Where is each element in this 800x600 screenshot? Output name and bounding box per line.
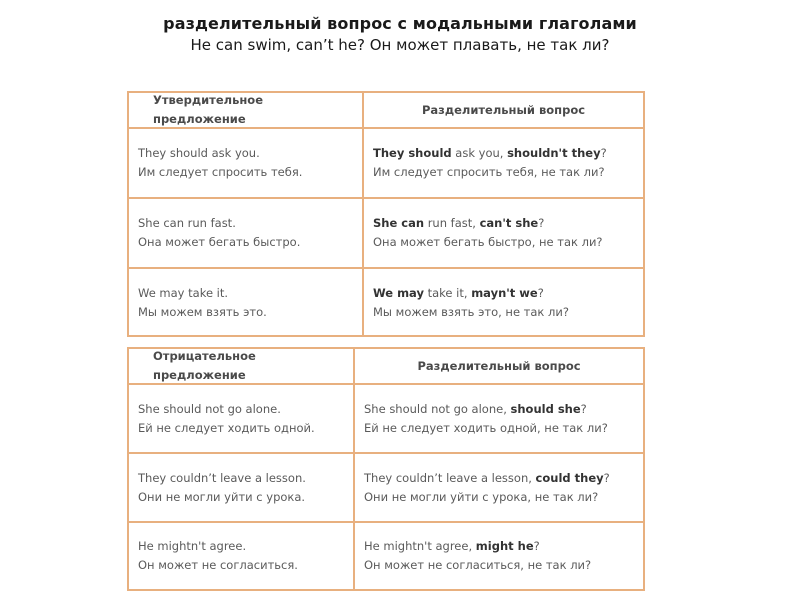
question-cell	[364, 129, 643, 197]
question-mark: ?	[533, 539, 540, 553]
question-ru: Он может не согласиться, не так ли?	[364, 558, 592, 572]
question-ru: Мы можем взять это, не так ли?	[373, 305, 569, 319]
table-row	[129, 199, 643, 269]
statement-cell	[129, 269, 364, 337]
question-ru: Они не могли уйти с урока, не так ли?	[364, 489, 599, 504]
question-tag: shouldn't they	[507, 146, 601, 160]
question-mark: ?	[603, 470, 610, 485]
statement-en: He mightn't agree.	[138, 539, 247, 553]
question-en	[364, 469, 634, 488]
table-row	[129, 129, 643, 199]
question-cell	[364, 199, 643, 267]
question-tag: can't she	[479, 216, 539, 230]
question-start: He mightn't agree,	[364, 539, 476, 553]
page-subtitle: He can swim, can’t he? Он может плавать, не так ли?	[190, 36, 610, 54]
question-cell	[355, 385, 643, 452]
statement-en: They should ask you.	[138, 146, 260, 160]
statement-cell	[129, 454, 355, 521]
header-affirmative: Утвердительное предложение	[129, 93, 364, 127]
table-row	[129, 454, 643, 523]
question-cell	[364, 269, 643, 337]
table-row	[129, 523, 643, 589]
question-mark: ?	[600, 146, 607, 160]
statement-ru: Ей не следует ходить одной.	[138, 420, 315, 435]
question-subject: She can	[373, 216, 425, 230]
question-en	[364, 537, 634, 556]
question-mark: ?	[580, 401, 587, 416]
question-ru: Ей не следует ходить одной, не так ли?	[364, 420, 608, 435]
question-start: They couldn’t leave a lesson,	[364, 470, 536, 485]
question-middle: ask you,	[451, 146, 508, 160]
statement-ru: Он может не согласиться.	[138, 558, 298, 572]
statement-ru: Мы можем взять это.	[138, 305, 267, 319]
question-tag: might he	[475, 539, 534, 553]
question-en	[364, 400, 634, 419]
question-ru: Она может бегать быстро, не так ли?	[373, 235, 603, 249]
header-tag-question: Разделительный вопрос	[417, 358, 581, 373]
header-tag-question: Разделительный вопрос	[421, 102, 586, 117]
question-tag: could they	[535, 470, 604, 485]
statement-en: She should not go alone.	[138, 401, 281, 416]
table-row	[129, 385, 643, 454]
statement-ru: Они не могли уйти с урока.	[138, 489, 306, 504]
statement-cell	[129, 385, 355, 452]
statement-ru: Им следует спросить тебя.	[138, 165, 303, 179]
statement-ru: Она может бегать быстро.	[138, 235, 301, 249]
table-row	[129, 269, 643, 337]
affirmative-table	[127, 91, 645, 337]
negative-table	[127, 347, 645, 591]
statement-cell	[129, 129, 364, 197]
table-header-row	[129, 349, 643, 385]
statement-cell	[129, 523, 355, 589]
question-cell	[355, 523, 643, 589]
statement-en: We may take it.	[138, 286, 229, 300]
question-mark: ?	[537, 286, 544, 300]
statement-en: They couldn’t leave a lesson.	[138, 470, 306, 485]
question-middle: run fast,	[424, 216, 480, 230]
question-cell	[355, 454, 643, 521]
question-middle: take it,	[423, 286, 472, 300]
question-en	[373, 144, 634, 163]
question-subject: They should	[373, 146, 452, 160]
statement-en: She can run fast.	[138, 216, 236, 230]
page-title: разделительный вопрос с модальными глаголами	[163, 14, 637, 33]
question-subject: We may	[373, 286, 424, 300]
question-mark: ?	[538, 216, 545, 230]
question-ru: Им следует спросить тебя, не так ли?	[373, 165, 605, 179]
question-start: She should not go alone,	[364, 401, 511, 416]
statement-cell	[129, 199, 364, 267]
header-negative: Отрицательное предложение	[129, 349, 355, 383]
question-tag: should she	[510, 401, 581, 416]
question-tag: mayn't we	[471, 286, 538, 300]
table-header-row	[129, 93, 643, 129]
question-en	[373, 284, 634, 303]
question-en	[373, 214, 634, 233]
